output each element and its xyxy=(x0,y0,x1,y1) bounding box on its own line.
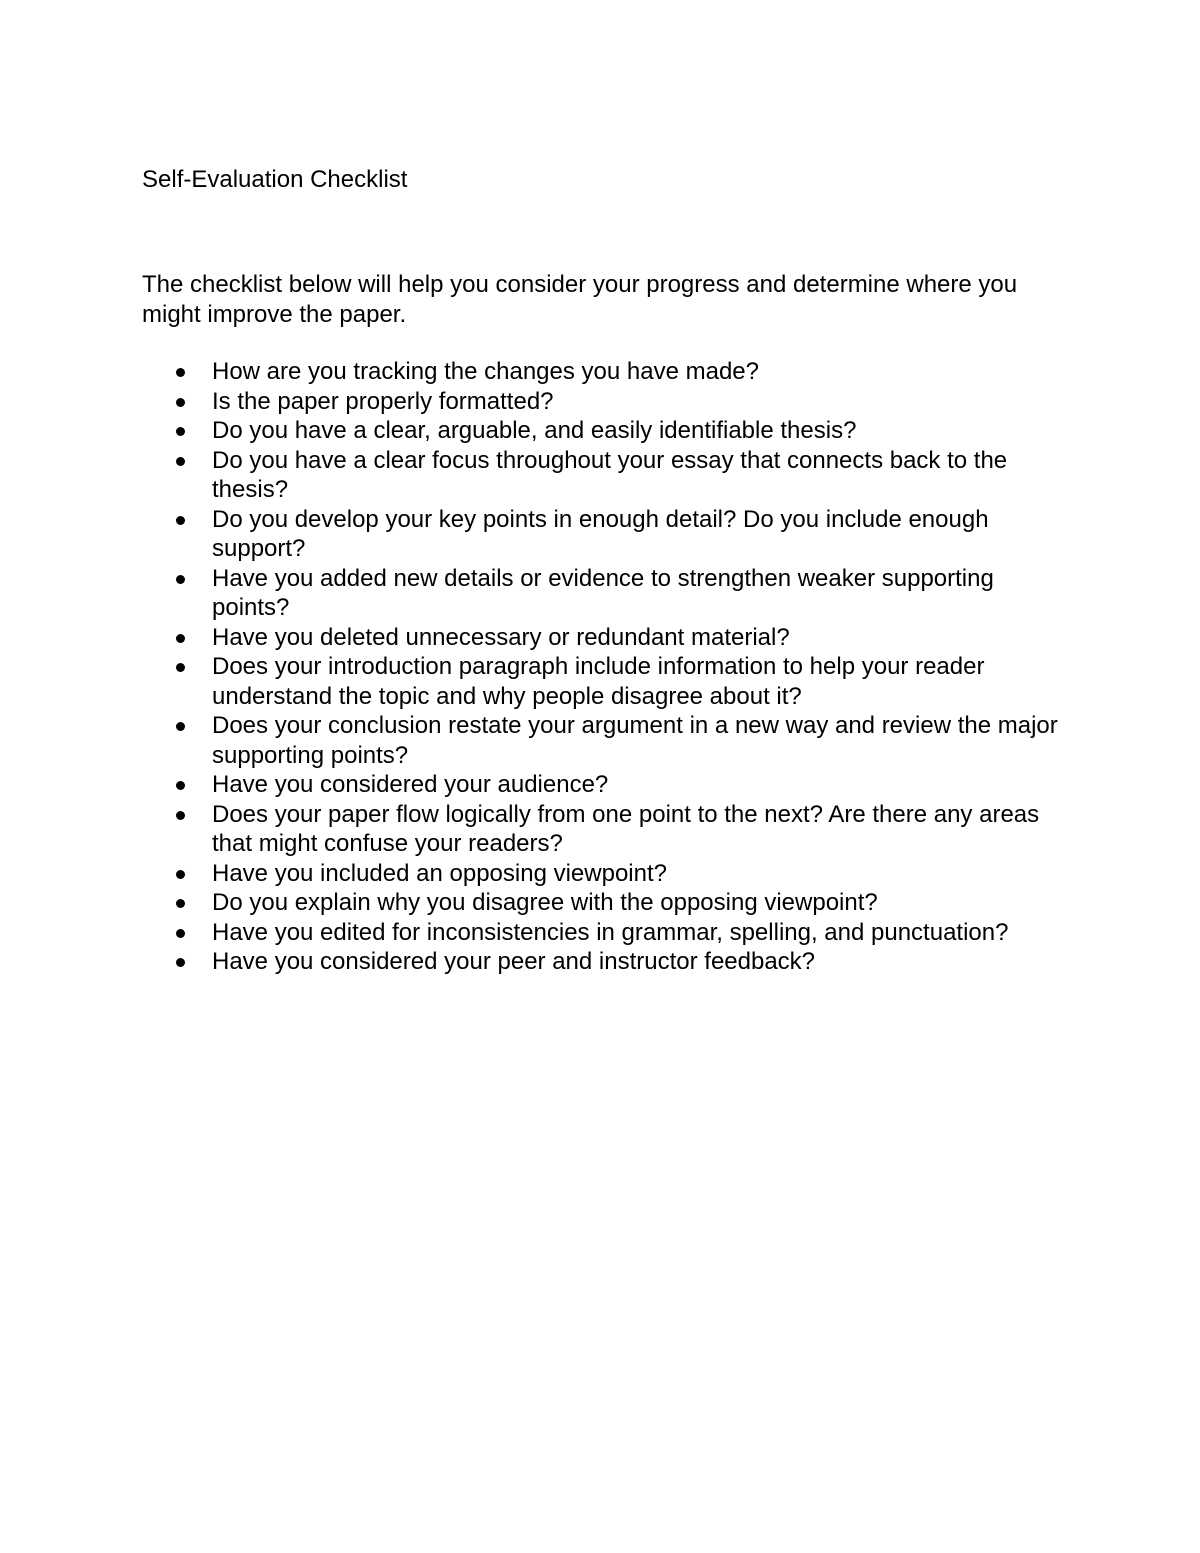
bullet-icon xyxy=(176,368,185,377)
bullet-icon xyxy=(176,781,185,790)
checklist-item xyxy=(142,387,1072,417)
checklist-item-text: Have you considered your audience? xyxy=(212,771,609,798)
page-title: Self-Evaluation Checklist xyxy=(142,166,408,193)
checklist-item xyxy=(142,623,1072,653)
checklist-item-text: Have you deleted unnecessary or redundant material? xyxy=(212,623,790,651)
checklist-item xyxy=(142,505,1072,564)
bullet-icon xyxy=(176,899,185,908)
bullet-icon xyxy=(176,870,185,879)
checklist-item xyxy=(142,357,1072,387)
checklist-item-text: Do you have a clear, arguable, and easily identifiable thesis? xyxy=(212,417,857,444)
checklist-item-text: Do you develop your key points in enough detail? Do you include enough support? xyxy=(212,505,989,562)
checklist-item-text: Do you explain why you disagree with the opposing viewpoint? xyxy=(212,889,878,916)
intro-paragraph: The checklist below will help you consider your progress and determine where you might improve the paper. xyxy=(142,271,1018,328)
checklist-item-text: Have you edited for inconsistencies in grammar, spelling, and punctuation? xyxy=(212,918,1009,946)
bullet-icon xyxy=(176,516,185,525)
checklist-item xyxy=(142,947,1072,977)
checklist-item-text: Have you considered your peer and instructor feedback? xyxy=(212,948,816,975)
bullet-icon xyxy=(176,427,185,436)
bullet-icon xyxy=(176,929,185,938)
bullet-icon xyxy=(176,811,185,820)
checklist-item xyxy=(142,416,1072,446)
bullet-icon xyxy=(176,575,185,584)
checklist-item xyxy=(142,770,1072,800)
checklist-item-text: How are you tracking the changes you have made? xyxy=(212,358,759,385)
checklist-item xyxy=(142,918,1072,948)
bullet-icon xyxy=(176,958,185,967)
checklist-item-text: Does your conclusion restate your argument in a new way and review the major supporting points? xyxy=(212,712,1058,769)
bullet-icon xyxy=(176,398,185,407)
bullet-icon xyxy=(176,457,185,466)
checklist-item-text: Have you added new details or evidence to strengthen weaker supporting points? xyxy=(212,564,994,621)
checklist-item-text: Does your introduction paragraph include information to help your reader understand the topic and why people disagree about it? xyxy=(212,653,985,710)
checklist-item xyxy=(142,888,1072,918)
checklist-item-text: Is the paper properly formatted? xyxy=(212,387,554,415)
checklist-item xyxy=(142,711,1072,770)
checklist-item-text: Does your paper flow logically from one point to the next? Are there any areas that might confuse your readers? xyxy=(212,800,1040,857)
checklist xyxy=(142,357,1072,977)
checklist-item xyxy=(142,859,1072,889)
checklist-item-text: Have you included an opposing viewpoint? xyxy=(212,859,667,887)
bullet-icon xyxy=(176,663,185,672)
checklist-item xyxy=(142,564,1072,623)
checklist-item-text: Do you have a clear focus throughout your essay that connects back to the thesis? xyxy=(212,446,1008,503)
bullet-icon xyxy=(176,634,185,643)
checklist-item xyxy=(142,800,1072,859)
checklist-item xyxy=(142,652,1072,711)
checklist-item xyxy=(142,446,1072,505)
bullet-icon xyxy=(176,722,185,731)
